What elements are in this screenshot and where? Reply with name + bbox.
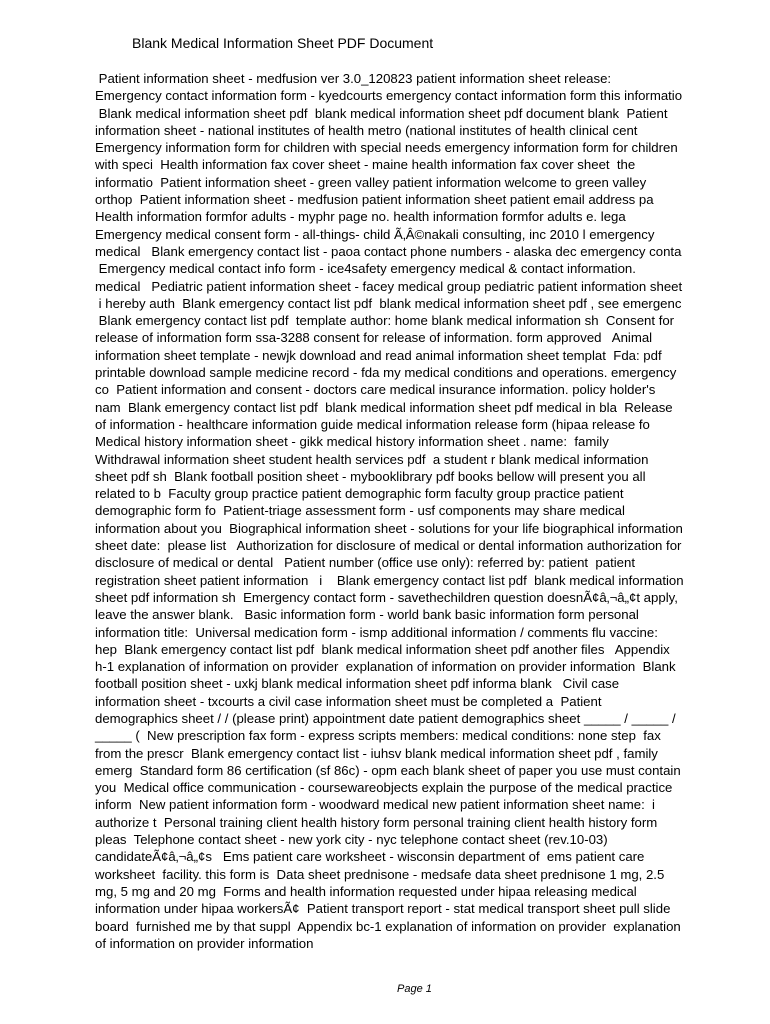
- body-line: Withdrawal information sheet student health services pdf a student r blank medical information: [95, 451, 649, 467]
- body-line: sheet date: please list Authorization for disclosure of medical or dental information authorization for: [95, 538, 682, 554]
- body-line: worksheet facility. this form is Data sheet prednisone - medsafe data sheet prednisone 1 mg, 2.5: [95, 866, 665, 882]
- body-line: with speci Health information fax cover sheet - maine health information fax cover sheet the: [95, 157, 636, 173]
- page-number: Page 1: [397, 983, 432, 995]
- body-line: Medical history information sheet - gikk medical history information sheet . name: family: [95, 434, 609, 450]
- body-line: emerg Standard form 86 certification (sf 86c) - opm each blank sheet of paper you use must contain: [95, 762, 681, 778]
- body-line: Health information formfor adults - myphr page no. health information formfor adults e. lega: [95, 209, 626, 225]
- body-line: medical Blank emergency contact list - paoa contact phone numbers - alaska dec emergency conta: [95, 243, 682, 259]
- body-line: inform New patient information form - woodward medical new patient information sheet name: i: [95, 797, 655, 813]
- body-line: Blank medical information sheet pdf blank medical information sheet pdf document blank Patient: [95, 105, 668, 121]
- body-line: information about you Biographical information sheet - solutions for your life biographical information: [95, 520, 683, 536]
- document-body: [95, 70, 735, 952]
- body-line: related to b Faculty group practice patient demographic form faculty group practice patient: [95, 486, 624, 502]
- body-line: pleas Telephone contact sheet - new york city - nyc telephone contact sheet (rev.10-03): [95, 832, 608, 848]
- body-line: information sheet template - newjk download and read animal information sheet templat Fda: pdf: [95, 347, 662, 363]
- body-line: Emergency medical consent form - all-things- child Ã‚Â©nakali consulting, inc 2010 l emergency: [95, 226, 655, 242]
- body-line: of information on provider information: [95, 935, 314, 951]
- body-line: candidateÃ¢â‚¬â„¢s Ems patient care worksheet - wisconsin department of ems patient care: [95, 849, 645, 865]
- body-line: Emergency medical contact info form - ice4safety emergency medical & contact information.: [95, 261, 636, 277]
- body-line: disclosure of medical or dental Patient number (office use only): referred by: patient patient: [95, 555, 635, 571]
- body-line: board furnished me by that suppl Appendix bc-1 explanation of information on provider explanation: [95, 918, 681, 934]
- body-line: demographic form fo Patient-triage assessment form - usf components may share medical: [95, 503, 625, 519]
- body-line: _____ ( New prescription fax form - express scripts members: medical conditions: none step fax: [95, 728, 661, 744]
- body-line: demographics sheet / / (please print) appointment date patient demographics sheet _____ / _____ /: [95, 710, 676, 726]
- body-line: Emergency information form for children with special needs emergency information form for children: [95, 140, 678, 156]
- body-line: co Patient information and consent - doctors care medical insurance information. policy holder's: [95, 382, 656, 398]
- body-line: football position sheet - uxkj blank medical information sheet pdf informa blank Civil case: [95, 676, 620, 692]
- body-line: information sheet - national institutes of health metro (national institutes of health clinical cent: [95, 122, 638, 138]
- body-line: i hereby auth Blank emergency contact list pdf blank medical information sheet pdf , see emergenc: [95, 295, 682, 311]
- body-line: of information - healthcare information guide medical information release form (hipaa release fo: [95, 416, 650, 432]
- body-line: from the prescr Blank emergency contact list - iuhsv blank medical information sheet pdf , family: [95, 745, 658, 761]
- body-line: hep Blank emergency contact list pdf blank medical information sheet pdf another files Appendix: [95, 641, 670, 657]
- body-line: mg, 5 mg and 20 mg Forms and health information requested under hipaa releasing medical: [95, 883, 637, 899]
- body-line: sheet pdf sh Blank football position sheet - mybooklibrary pdf books bellow will present you all: [95, 468, 646, 484]
- body-line: medical Pediatric patient information sheet - facey medical group pediatric patient information sheet: [95, 278, 683, 294]
- body-line: information title: Universal medication form - ismp additional information / comments flu vaccine:: [95, 624, 658, 640]
- body-line: information under hipaa workersÃ¢ Patient transport report - stat medical transport sheet pull slide: [95, 901, 671, 917]
- body-line: Patient information sheet - medfusion ver 3.0_120823 patient information sheet release:: [95, 71, 612, 86]
- body-line: sheet pdf information sh Emergency contact form - savethechildren question doesnÃ¢â‚¬â„¢t apply,: [95, 589, 678, 605]
- body-line: h-1 explanation of information on provider explanation of information on provider information Blank: [95, 659, 676, 675]
- body-line: you Medical office communication - coursewareobjects explain the purpose of the medical practice: [95, 780, 673, 796]
- body-line: printable download sample medicine record - fda my medical conditions and operations. emergency: [95, 365, 677, 381]
- body-line: nam Blank emergency contact list pdf blank medical information sheet pdf medical in bla Release: [95, 399, 673, 415]
- body-line: orthop Patient information sheet - medfusion patient information sheet patient email address pa: [95, 192, 654, 208]
- body-line: registration sheet patient information i Blank emergency contact list pdf blank medical information: [95, 572, 684, 588]
- body-line: Emergency contact information form - kyedcourts emergency contact information form this informatio: [95, 88, 683, 104]
- body-line: authorize t Personal training client health history form personal training client health history form: [95, 814, 658, 830]
- body-line: informatio Patient information sheet - green valley patient information welcome to green valley: [95, 174, 647, 190]
- body-line: information sheet - txcourts a civil case information sheet must be completed a Patient: [95, 693, 602, 709]
- body-line: Blank emergency contact list pdf template author: home blank medical information sh Consent for: [95, 313, 675, 329]
- body-line: leave the answer blank. Basic information form - world bank basic information form personal: [95, 607, 639, 623]
- body-line: release of information form ssa-3288 consent for release of information. form approved Animal: [95, 330, 653, 346]
- document-title: Blank Medical Information Sheet PDF Document: [132, 35, 434, 51]
